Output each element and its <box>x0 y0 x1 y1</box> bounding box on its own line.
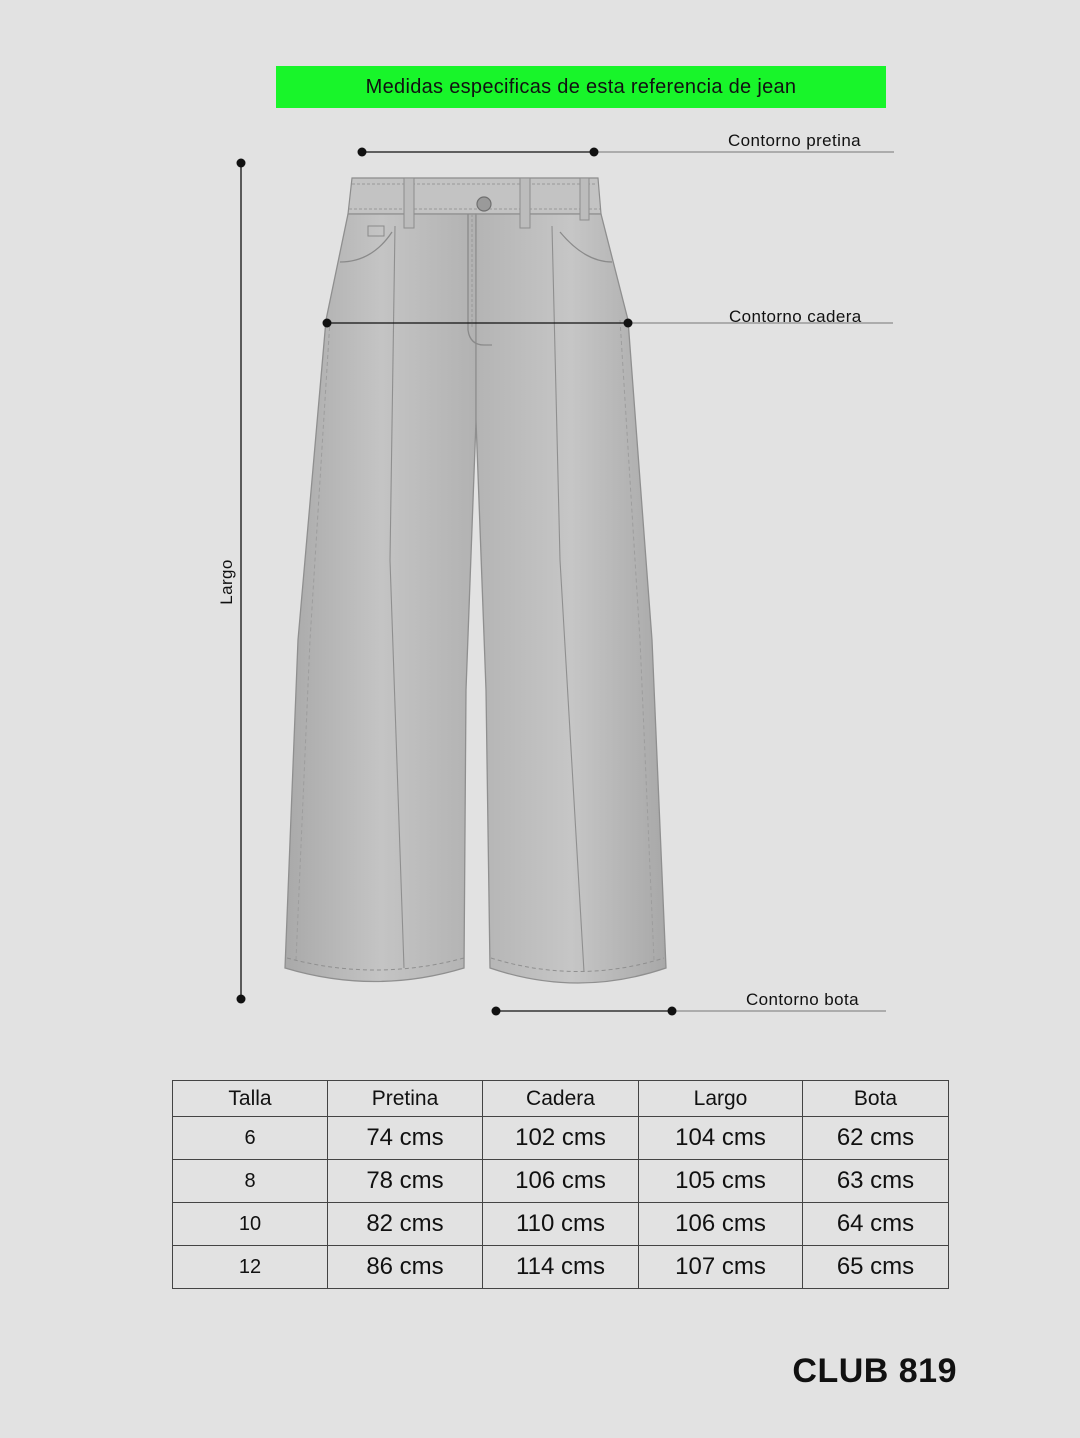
table-row <box>173 1203 949 1246</box>
jeans-shape <box>285 178 666 983</box>
header-pretina: Pretina <box>328 1081 483 1117</box>
cell-cadera: 106 cms <box>483 1160 639 1203</box>
cell-pretina: 82 cms <box>328 1203 483 1246</box>
cell-cadera: 102 cms <box>483 1117 639 1160</box>
size-table <box>172 1080 949 1289</box>
cell-bota: 65 cms <box>803 1246 949 1289</box>
largo-measure-line <box>237 159 246 1004</box>
cell-bota: 63 cms <box>803 1160 949 1203</box>
cell-pretina: 74 cms <box>328 1117 483 1160</box>
cell-largo: 107 cms <box>639 1246 803 1289</box>
cell-largo: 105 cms <box>639 1160 803 1203</box>
cell-bota: 64 cms <box>803 1203 949 1246</box>
cell-pretina: 86 cms <box>328 1246 483 1289</box>
cell-pretina: 78 cms <box>328 1160 483 1203</box>
cell-cadera: 114 cms <box>483 1246 639 1289</box>
cell-bota: 62 cms <box>803 1117 949 1160</box>
table-row <box>173 1246 949 1289</box>
bota-label: Contorno bota <box>746 990 859 1009</box>
table-row <box>173 1160 949 1203</box>
cell-talla: 10 <box>173 1203 328 1246</box>
cadera-label: Contorno cadera <box>729 307 862 326</box>
cell-talla: 6 <box>173 1117 328 1160</box>
brand-logo: CLUB 819 <box>792 1352 957 1390</box>
page-title: Medidas especificas de esta referencia de jean <box>365 75 797 98</box>
cell-talla: 12 <box>173 1246 328 1289</box>
largo-label: Largo <box>217 559 236 605</box>
cell-talla: 8 <box>173 1160 328 1203</box>
table-row <box>173 1117 949 1160</box>
header-cadera: Cadera <box>483 1081 639 1117</box>
header-talla: Talla <box>173 1081 328 1117</box>
cell-largo: 104 cms <box>639 1117 803 1160</box>
header-largo: Largo <box>639 1081 803 1117</box>
cell-cadera: 110 cms <box>483 1203 639 1246</box>
table-header-row <box>173 1081 949 1117</box>
header-bota: Bota <box>803 1081 949 1117</box>
pretina-label: Contorno pretina <box>728 131 862 150</box>
cell-largo: 106 cms <box>639 1203 803 1246</box>
